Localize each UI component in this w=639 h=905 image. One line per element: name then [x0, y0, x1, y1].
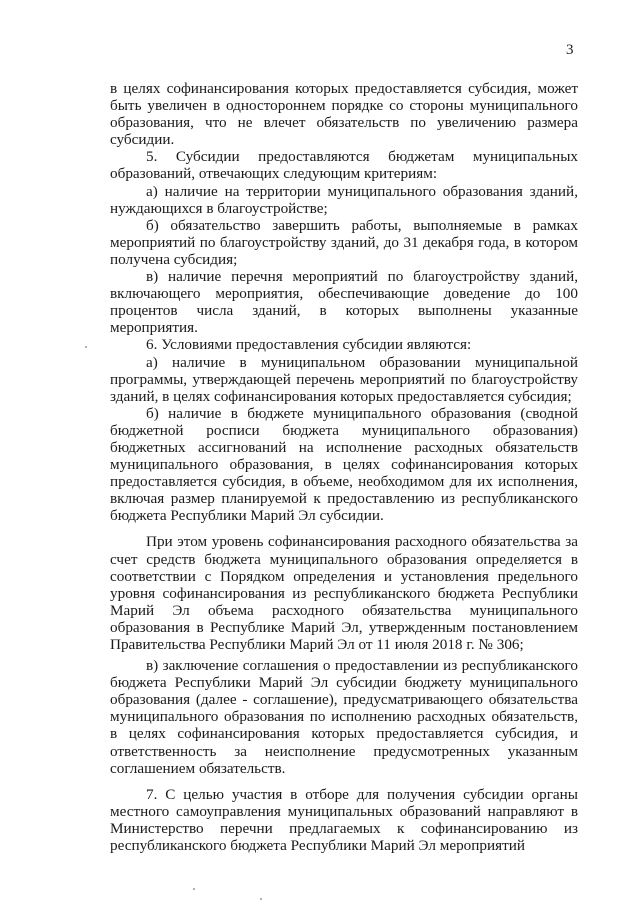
- paragraph-condition-c: в) заключение соглашения о предоставлении из республиканского бюджета Республики Марий Эл субсидии бюджету муниципального образования (далее - соглашение), предусматривающего обязательства муниципального образования по исполнению расходных обязательств, в целях софинансирования которых предоставляется субсидия, и ответственность за неисполнение предусмотренных указанным соглашением обязательств.: [110, 657, 578, 777]
- scan-speck: [193, 888, 195, 890]
- page-number: 3: [566, 42, 574, 58]
- scan-speck: [260, 898, 262, 900]
- paragraph-condition-a: а) наличие в муниципальном образовании муниципальной программы, утверждающей перечень мероприятий по благоустройству зданий, в целях софинансирования которых предоставляется субсидия;: [110, 353, 578, 405]
- paragraph-criterion-a: а) наличие на территории муниципального образования зданий, нуждающихся в благоустройстве;: [110, 182, 578, 217]
- paragraph-item-6: 6. Условиями предоставления субсидии являются:: [146, 336, 472, 354]
- paragraph-criterion-b: б) обязательство завершить работы, выполняемые в рамках мероприятий по благоустройству зданий, до 31 декабря года, в котором получена субсидия;: [110, 216, 578, 268]
- paragraph-item-5: 5. Субсидии предоставляются бюджетам муниципальных образований, отвечающих следующим критериям:: [110, 148, 578, 183]
- paragraph-criterion-c: в) наличие перечня мероприятий по благоустройству зданий, включающего мероприятия, обеспечивающие доведение до 100 процентов числа зданий, в которых выполнены указанные мероприятия.: [110, 268, 578, 337]
- paragraph-condition-b: б) наличие в бюджете муниципального образования (сводной бюджетной росписи бюджета муниципального образования) бюджетных ассигнований на исполнение расходных обязательств муниципального образования, в целях софинансирования которых предоставляется субсидия, в объеме, необходимом для их исполнения, включая размер планируемой к предоставлению из республиканского бюджета Республики Марий Эл субсидии.: [110, 404, 578, 525]
- paragraph-item-7: 7. С целью участия в отборе для получения субсидии органы местного самоуправления муниципальных образований направляют в Министерство перечни предлагаемых к софинансированию из республиканского бюджета Республики Марий Эл мероприятий: [110, 785, 578, 855]
- paragraph-cofinancing-level: При этом уровень софинансирования расходного обязательства за счет средств бюджета муниципального образования определяется в соответствии с Порядком определения и установления предельного уровня софинансирования из республиканского бюджета Республики Марий Эл объема расходного обязательства муниципального образования в Республике Марий Эл, утвержденным постановлением Правительства Республики Марий Эл от 11 июля 2018 г. № 306;: [110, 533, 578, 653]
- document-body: [110, 80, 578, 854]
- paragraph-continuation: в целях софинансирования которых предоставляется субсидия, может быть увеличен в одностороннем порядке со стороны муниципального образования, что не влечет обязательств по увеличению размера субсидии.: [110, 80, 578, 149]
- scan-speck: [85, 346, 87, 348]
